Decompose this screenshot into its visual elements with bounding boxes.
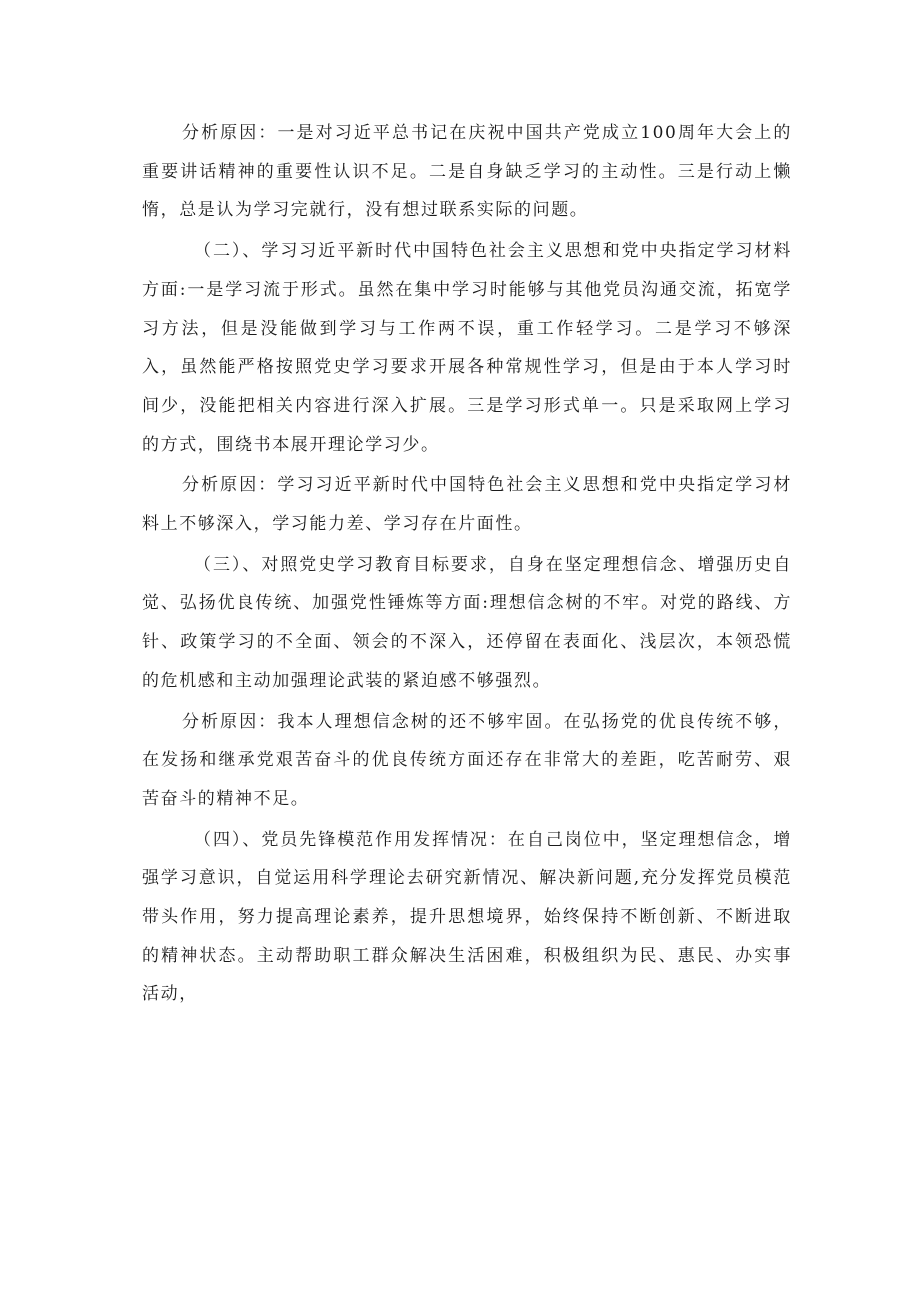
analysis-paragraph-2: 分析原因：学习习近平新时代中国特色社会主义思想和党中央指定学习材料上不够深入，学习能力差、学习存在片面性。 xyxy=(142,475,792,535)
section-3-paragraph: （三）、对照党史学习教育目标要求，自身在坚定理想信念、增强历史自觉、弘扬优良传统、加强党性锤炼等方面:理想信念树的不牢。对党的路线、方针、政策学习的不全面、领会的不深入，还停留在表面化、浅层次，本领恐慌的危机感和主动加强理论武装的紧迫感不够强烈。 xyxy=(142,554,792,691)
section-4-paragraph: （四）、党员先锋模范作用发挥情况：在自己岗位中，坚定理想信念，增强学习意识，自觉运用科学理论去研究新情况、解决新问题,充分发挥党员模范带头作用，努力提高理论素养，提升思想境界，始终保持不断创新、不断进取的精神状态。主动帮助职工群众解决生活困难，积极组织为民、惠民、办实事活动， xyxy=(142,829,792,1005)
analysis-paragraph-1: 分析原因：一是对习近平总书记在庆祝中国共产党成立100周年大会上的重要讲话精神的重要性认识不足。二是自身缺乏学习的主动性。三是行动上懒惰，总是认为学习完就行，没有想过联系实际的问题。 xyxy=(142,123,792,221)
section-2-paragraph: （二）、学习习近平新时代中国特色社会主义思想和党中央指定学习材料方面:一是学习流于形式。虽然在集中学习时能够与其他党员沟通交流，拓宽学习方法，但是没能做到学习与工作两不误，重工作轻学习。二是学习不够深入，虽然能严格按照党史学习要求开展各种常规性学习，但是由于本人学习时间少，没能把相关内容进行深入扩展。三是学习形式单一。只是采取网上学习的方式，围绕书本展开理论学习少。 xyxy=(142,241,792,455)
analysis-paragraph-3: 分析原因：我本人理想信念树的还不够牢固。在弘扬党的优良传统不够，在发扬和继承党艰苦奋斗的优良传统方面还存在非常大的差距，吃苦耐劳、艰苦奋斗的精神不足。 xyxy=(142,711,792,809)
document-body xyxy=(142,114,792,1016)
